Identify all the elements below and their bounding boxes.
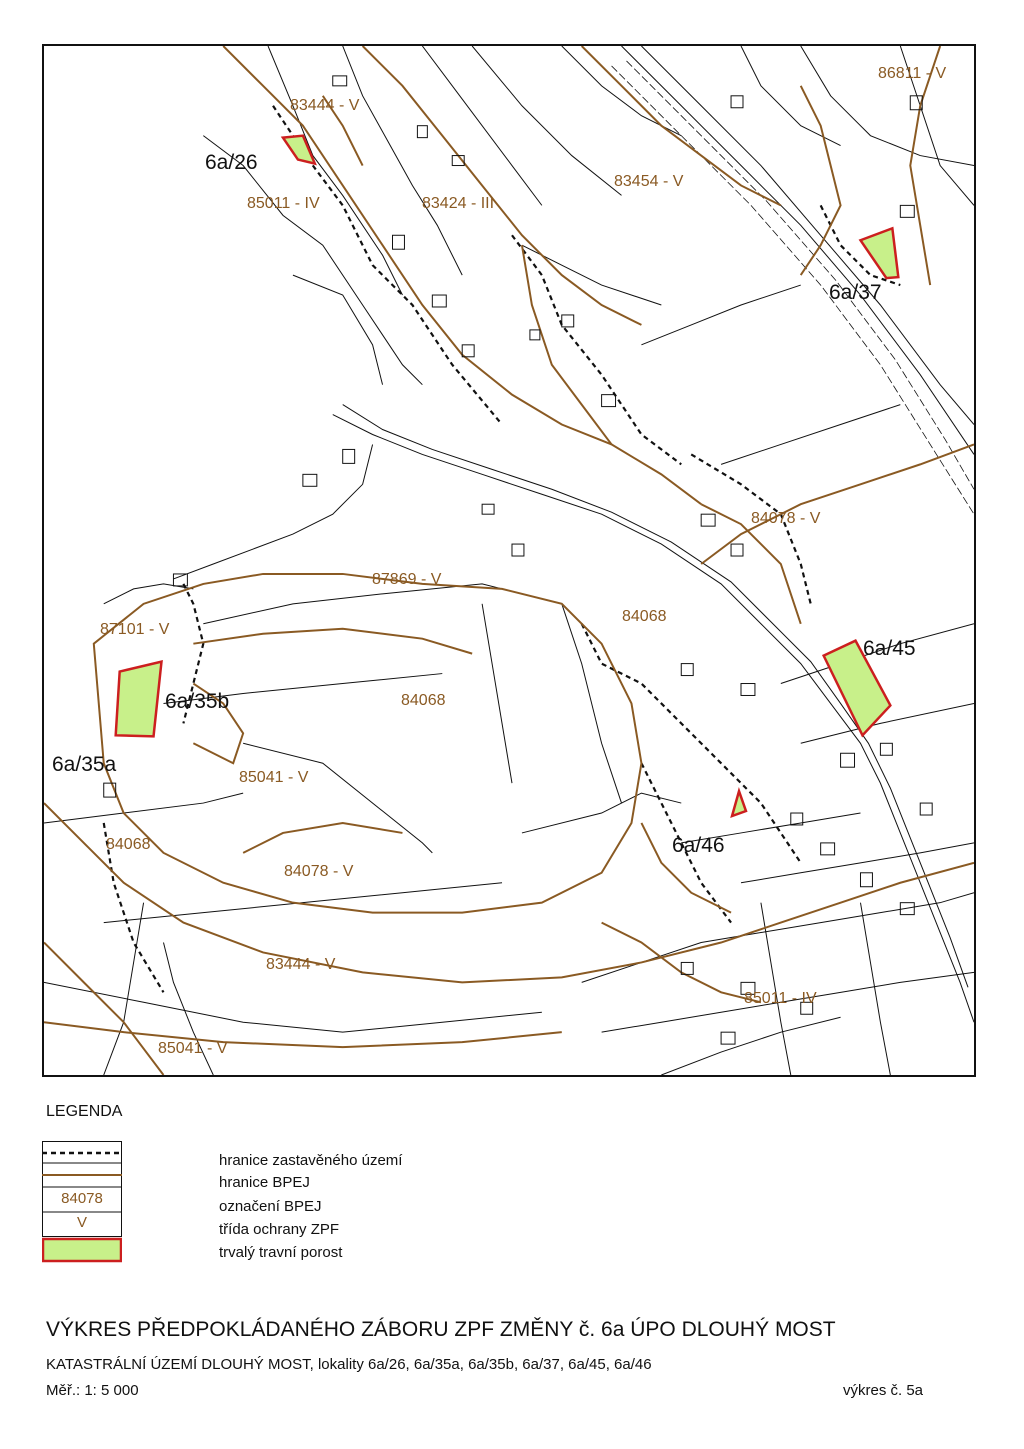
legend-item-built-boundary: hranice zastavěného území	[219, 1152, 403, 1169]
bpej-label: 85011 - IV	[744, 990, 817, 1007]
locality-label-6a-35a: 6a/35a	[52, 753, 117, 776]
plot-6a-46	[732, 791, 746, 816]
bpej-label: 83454 - V	[614, 173, 684, 190]
cadastral-map	[44, 46, 974, 1075]
bpej-label: 84078 - V	[284, 863, 354, 880]
legend-sample-code: 84078	[61, 1190, 103, 1207]
bpej-label: 83444 - V	[290, 97, 360, 114]
drawing-title: VÝKRES PŘEDPOKLÁDANÉHO ZÁBORU ZPF ZMĚNY č. 6a ÚPO DLOUHÝ MOST	[46, 1318, 836, 1341]
legend-item-bpej-code: označení BPEJ	[219, 1198, 322, 1215]
plot-6a-35b	[116, 662, 162, 737]
bpej-label: 85011 - IV	[247, 195, 320, 212]
bpej-label: 84068	[401, 692, 446, 709]
locality-label-6a-26: 6a/26	[205, 151, 258, 174]
legend-item-grassland: trvalý travní porost	[219, 1244, 343, 1261]
bpej-label: 85041 - V	[239, 769, 309, 786]
locality-label-6a-45: 6a/45	[863, 637, 916, 660]
built-area-boundary	[104, 106, 901, 993]
legend-sample-class: V	[76, 1214, 87, 1231]
bpej-label: 87869 - V	[372, 571, 442, 588]
locality-label-6a-35b: 6a/35b	[165, 690, 230, 713]
drawing-sheet-number: výkres č. 5a	[843, 1382, 924, 1399]
drawing-subtitle: KATASTRÁLNÍ ÚZEMÍ DLOUHÝ MOST, lokality 6a/26, 6a/35a, 6a/35b, 6a/37, 6a/45, 6a/46	[46, 1356, 652, 1373]
bpej-label: 84068	[622, 608, 667, 625]
bpej-label: 83424 - III	[422, 195, 495, 212]
bpej-label: 84078 - V	[751, 510, 821, 527]
locality-label-6a-37: 6a/37	[829, 281, 882, 304]
bpej-label: 85041 - V	[158, 1040, 228, 1057]
plot-6a-37	[860, 228, 898, 278]
legend-title: LEGENDA	[46, 1103, 123, 1120]
locality-label-6a-46: 6a/46	[672, 834, 725, 857]
bpej-label: 83444 - V	[266, 956, 336, 973]
bpej-label: 86811 - V	[878, 65, 947, 82]
legend-grassland-swatch	[43, 1239, 121, 1261]
map-frame	[42, 44, 976, 1077]
legend-item-zpf-class: třída ochrany ZPF	[219, 1221, 340, 1238]
parcel-lines	[44, 46, 974, 1075]
bpej-label: 84068	[106, 836, 151, 853]
occupied-plots	[116, 136, 899, 816]
legend-item-bpej-boundary: hranice BPEJ	[219, 1174, 310, 1191]
drawing-scale: Měř.: 1: 5 000	[46, 1382, 139, 1399]
plot-6a-26	[283, 136, 315, 164]
bpej-label: 87101 - V	[100, 621, 170, 638]
